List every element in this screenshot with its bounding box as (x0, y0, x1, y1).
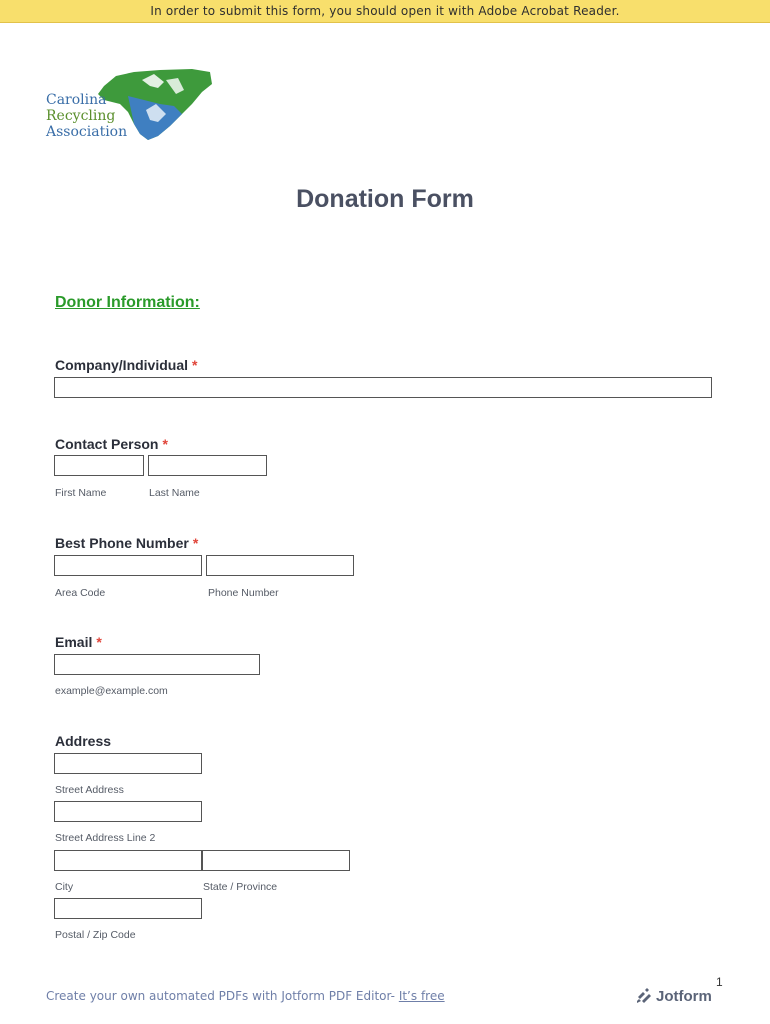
postal-zip-code-input[interactable] (54, 898, 202, 919)
jotform-wordmark: Jotform (656, 987, 712, 1005)
city-input[interactable] (54, 850, 202, 871)
email-sublabel: example@example.com (55, 685, 168, 697)
logo-wordmark (46, 92, 127, 140)
first-name-input[interactable] (54, 455, 144, 476)
footer-promo-text (46, 989, 445, 1003)
email-input[interactable] (54, 654, 260, 675)
postal-zip-code-sublabel: Postal / Zip Code (55, 929, 136, 941)
page-number: 1 (716, 975, 723, 989)
city-sublabel: City (55, 881, 74, 893)
required-asterisk: * (96, 634, 102, 650)
address-label: Address (55, 733, 112, 749)
state-province-sublabel: State / Province (203, 881, 278, 893)
area-code-input[interactable] (54, 555, 202, 576)
phone-number-sublabel: Phone Number (208, 587, 279, 599)
required-asterisk: * (192, 357, 198, 373)
street-address-line2-sublabel: Street Address Line 2 (55, 832, 156, 844)
email-label-text: Email (55, 634, 93, 650)
section-heading-donor-information: Donor Information: (55, 294, 200, 311)
email-label (55, 634, 102, 650)
logo-line-recycling: Recycling (46, 108, 116, 124)
required-asterisk: * (192, 535, 199, 551)
contact-person-label-text: Contact Person (55, 436, 159, 452)
street-address-sublabel: Street Address (55, 784, 124, 796)
company-individual-input[interactable] (54, 377, 712, 398)
state-province-input[interactable] (202, 850, 350, 871)
jotform-brand[interactable] (636, 986, 712, 1006)
last-name-sublabel: Last Name (149, 487, 200, 499)
area-code-sublabel: Area Code (55, 587, 106, 599)
adobe-reader-notice-banner: In order to submit this form, you should open it with Adobe Acrobat Reader. (0, 0, 770, 23)
phone-number-label-text: Best Phone Number (55, 535, 189, 551)
footer-promo-label: Create your own automated PDFs with Jotform PDF Editor- (46, 989, 399, 1003)
its-free-link[interactable]: It’s free (398, 989, 445, 1003)
phone-number-input[interactable] (206, 555, 354, 576)
required-asterisk: * (162, 436, 168, 452)
jotform-logo-icon (636, 988, 652, 1004)
logo-line-carolina: Carolina (46, 92, 107, 108)
form-title: Donation Form (296, 185, 474, 213)
last-name-input[interactable] (148, 455, 267, 476)
company-individual-label (55, 357, 197, 373)
first-name-sublabel: First Name (55, 487, 107, 499)
company-individual-label-text: Company/Individual (55, 357, 189, 373)
logo-line-association: Association (46, 124, 128, 140)
phone-number-label (55, 535, 198, 551)
carolina-recycling-association-logo (42, 66, 217, 144)
contact-person-label (55, 436, 168, 452)
street-address-input[interactable] (54, 753, 202, 774)
street-address-line2-input[interactable] (54, 801, 202, 822)
